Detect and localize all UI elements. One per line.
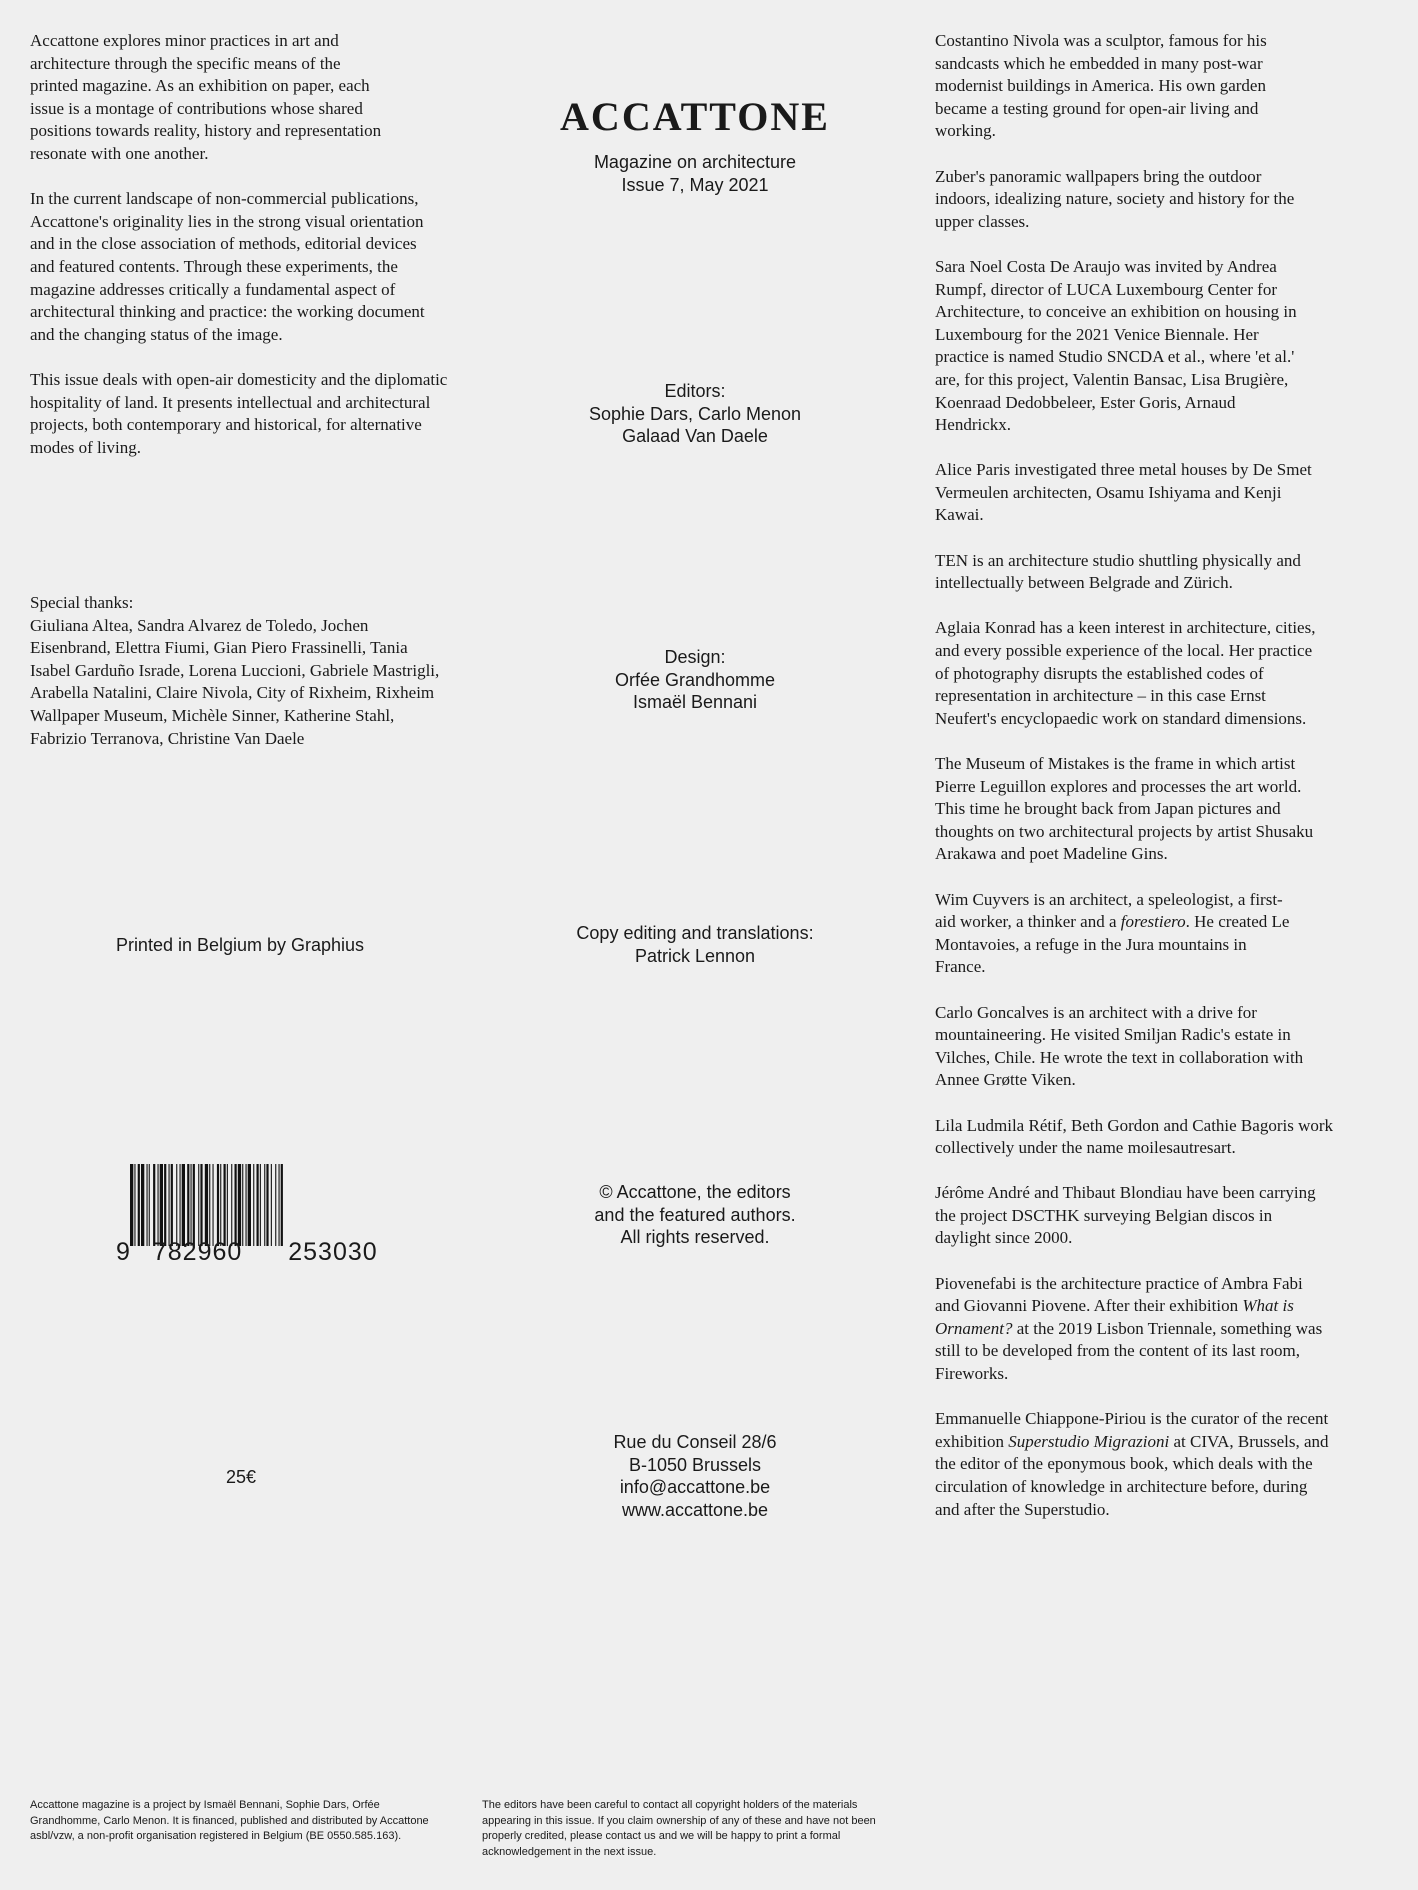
barcode-bar [198, 1164, 199, 1246]
contributor-cuyvers [935, 889, 1290, 979]
barcode-bar [134, 1164, 135, 1246]
contributor-moilesautresart: Lila Ludmila Rétif, Beth Gordon and Cathie Bagoris work collectively under the name moilesautresart. [935, 1115, 1334, 1158]
contributor-piovenefabi [935, 1273, 1325, 1386]
cuyvers-text-2: . He created Le Montavoies, a refuge in the Jura mountains in France. [935, 912, 1290, 977]
masthead-subtitle-block [540, 151, 850, 196]
barcode-bar [227, 1164, 228, 1246]
design-block [540, 646, 850, 714]
contributor-dscthk: Jérôme André and Thibaut Blondiau have been carrying the project DSCTHK surveying Belgian discos in daylight since 2000. [935, 1183, 1316, 1248]
barcode-bar [231, 1164, 232, 1246]
intro-paragraph-3: This issue deals with open-air domesticity and the diplomatic hospitality of land. It presents intellectual and architectural projects, both contemporary and historical, for alternative modes of living. [30, 369, 448, 457]
piovenefabi-text-2: at the 2019 Lisbon Triennale, something was still to be developed from the content of its last room, Fireworks. [935, 1318, 1323, 1384]
barcode-bar [248, 1164, 251, 1246]
copyright-line-3: All rights reserved. [620, 1227, 770, 1247]
chiappone-text-2: at CIVA, Brussels, and the editor of the eponymous book, which deals with the circulation of knowledge in architecture before, during and after the Superstudio. [935, 1431, 1329, 1519]
contributor-costa-de-araujo: Sara Noel Costa De Araujo was invited by Andrea Rumpf, director of LUCA Luxembourg Center for Architecture, to conceive an exhibition on housing in Luxembourg for the 2021 Venice Biennale. Her practice is named Studio SNCDA et al., where 'et al.' are, for this project, Valentin Bansac, Lisa Brugière, Koenraad Dedobbeleer, Ester Goris, Arnaud Hendrickx. [935, 256, 1297, 435]
barcode-bar [164, 1164, 166, 1246]
contributor-konrad: Aglaia Konrad has a keen interest in architecture, cities, and every possible experience of the local. Her practice of photography disrupts the established codes of representation in architecture – in this case Ernst Neufert's encyclopaedic work on standard dimensions. [935, 618, 1316, 728]
contributor-ten: TEN is an architecture studio shuttling physically and intellectually between Belgrade and Zürich. [935, 550, 1301, 593]
printer-note: Printed in Belgium by Graphius [115, 935, 365, 955]
copy-editing-label: Copy editing and translations: [576, 923, 814, 943]
barcode-bar [153, 1164, 155, 1246]
footer-copyright-note: The editors have been careful to contact all copyright holders of the materials appearing in this issue. If you claim ownership of any of these and have not been properly credited, please contact us and we will be happy to print a formal acknowledgement in the next issue. [482, 1799, 876, 1858]
barcode-group-1: 782960 [152, 1238, 243, 1266]
piovenefabi-italic: What is Ornament? [935, 1296, 1294, 1338]
barcode-bar [246, 1164, 247, 1246]
barcode-bar [266, 1164, 268, 1246]
footer-project-note: Accattone magazine is a project by Ismaël Bennani, Sophie Dars, Orfée Grandhomme, Carlo Menon. It is financed, published and distributed by Accattone asbl/vzw, a non-profit organisation registered in Belgium (BE 0550.585.163). [30, 1799, 429, 1842]
contributor-museum-of-mistakes: The Museum of Mistakes is the frame in which artist Pierre Leguillon explores and processes the art world. This time he brought back from Japan pictures and thoughts on two architectural projects by artist Shusaku Arakawa and poet Madeline Gins. [935, 754, 1314, 864]
barcode-bar [200, 1164, 202, 1246]
chiappone-text-1: Emmanuelle Chiappone-Piriou is the curator of the recent exhibition [935, 1409, 1329, 1451]
barcode-bar [205, 1164, 208, 1246]
design-label: Design: [664, 647, 726, 667]
barcode-bar [257, 1164, 259, 1246]
editors-label: Editors: [664, 381, 726, 401]
intro-paragraph-2: In the current landscape of non-commercial publications, Accattone's originality lies in the strong visual orientation and in the close association of methods, editorial devices and featured contents. Through these experiments, the magazine addresses critically a fundamental aspect of architectural thinking and practice: the working document and the changing status of the image. [30, 189, 425, 344]
thanks-names: Giuliana Altea, Sandra Alvarez de Toledo, Jochen Eisenbrand, Elettra Fiumi, Gian Piero Frassinelli, Tania Isabel Garduño Israde, Lorena Luccioni, Gabriele Mastrigli, Arabella Natalini, Claire Nivola, City of Rixheim, Rixheim Wallpaper Museum, Michèle Sinner, Katherine Stahl, Fabrizio Terranova, Christine Van Daele [30, 615, 440, 748]
barcode-bar [279, 1164, 280, 1246]
barcode-bar [138, 1164, 140, 1246]
address-email: info@accattone.be [619, 1477, 771, 1497]
barcode-left-digit: 9 [116, 1238, 131, 1266]
barcode-bar [180, 1164, 181, 1246]
contributor-zuber: Zuber's panoramic wallpapers bring the outdoor indoors, idealizing nature, society and history for the upper classes. [935, 166, 1295, 231]
barcode-bar [209, 1164, 210, 1246]
contributor-paris: Alice Paris investigated three metal houses by De Smet Vermeulen architecten, Osamu Ishiyama and Kenji Kawai. [935, 460, 1312, 525]
magazine-title: ACCATTONE [560, 94, 830, 139]
contributor-chiappone-piriou [935, 1408, 1330, 1521]
barcode-bar [187, 1164, 189, 1246]
price: 25€ [226, 1467, 257, 1487]
masthead [540, 95, 850, 139]
copyright-line-1: © Accattone, the editors [599, 1182, 791, 1202]
thanks-heading: Special thanks: [30, 593, 134, 612]
piovenefabi-text-1: Piovenefabi is the architecture practice of Ambra Fabi and Giovanni Piovene. After their exhibition [935, 1273, 1303, 1316]
design-line-2: Ismaël Bennani [632, 692, 758, 712]
barcode-bar [260, 1164, 261, 1246]
copy-editing-line-1: Patrick Lennon [634, 945, 756, 966]
intro-paragraph-1: Accattone explores minor practices in art and architecture through the specific means of the printed magazine. As an exhibition on paper, each issue is a montage of contributions whose shared positions towards reality, history and representation resonate with one another. [30, 31, 382, 163]
barcode-bar [271, 1164, 272, 1246]
barcode-bar [235, 1164, 237, 1246]
barcode-bar [141, 1164, 144, 1246]
barcode-bar [149, 1164, 150, 1246]
editors-line-2: Galaad Van Daele [622, 426, 768, 446]
barcode-bar [160, 1164, 163, 1246]
barcode-bar [176, 1164, 177, 1246]
chiappone-italic: Superstudio Migrazioni [1008, 1431, 1170, 1451]
barcode-bar [275, 1164, 276, 1246]
cuyvers-italic: forestiero [1120, 912, 1186, 932]
contributor-nivola: Costantino Nivola was a sculptor, famous for his sandcasts which he embedded in many post-war modernist buildings in America. His own garden became a testing ground for open-air living and working. [935, 31, 1267, 141]
copyright-line-2: and the featured authors. [594, 1204, 796, 1225]
barcode-bar [220, 1164, 221, 1246]
barcode-bar [264, 1164, 265, 1246]
barcode-group-2: 253030 [288, 1238, 378, 1266]
contributors-list [935, 30, 1335, 1544]
address-block [540, 1431, 850, 1521]
magazine-subtitle: Magazine on architecture [593, 152, 797, 172]
special-thanks [30, 592, 440, 750]
barcode-bar [281, 1164, 283, 1246]
barcode-digits [116, 1238, 378, 1267]
copy-editing-block [540, 922, 850, 967]
barcode-bar [253, 1164, 254, 1246]
design-line-1: Orfée Grandhomme [614, 669, 776, 690]
cuyvers-text-1: Wim Cuyvers is an architect, a speleologist, a first-aid worker, a thinker and a [935, 889, 1283, 932]
barcode-bar [171, 1164, 173, 1246]
address-street: Rue du Conseil 28/6 [613, 1432, 777, 1452]
barcode-bar [217, 1164, 219, 1246]
issue-info: Issue 7, May 2021 [621, 174, 769, 195]
barcode-bar [242, 1164, 243, 1246]
barcode-icon [130, 1164, 370, 1246]
barcode-bar [213, 1164, 214, 1246]
barcode-bar [158, 1164, 159, 1246]
barcode-bar [182, 1164, 185, 1246]
barcode-bar [169, 1164, 170, 1246]
contributor-goncalves: Carlo Goncalves is an architect with a drive for mountaineering. He visited Smiljan Radic's estate in Vilches, Chile. He wrote the text in collaboration with Annee Grøtte Viken. [935, 1002, 1304, 1090]
barcode-bar [224, 1164, 226, 1246]
editors-block [540, 380, 850, 448]
barcode-bar [193, 1164, 195, 1246]
copyright-block [540, 1181, 850, 1249]
editors-line-1: Sophie Dars, Carlo Menon [588, 403, 802, 424]
barcode-bar [147, 1164, 148, 1246]
barcode-bar [238, 1164, 241, 1246]
barcode-bar [191, 1164, 192, 1246]
address-web: www.accattone.be [621, 1499, 769, 1520]
barcode-bar [130, 1164, 133, 1246]
intro-section [30, 30, 450, 459]
address-city: B-1050 Brussels [628, 1454, 762, 1475]
